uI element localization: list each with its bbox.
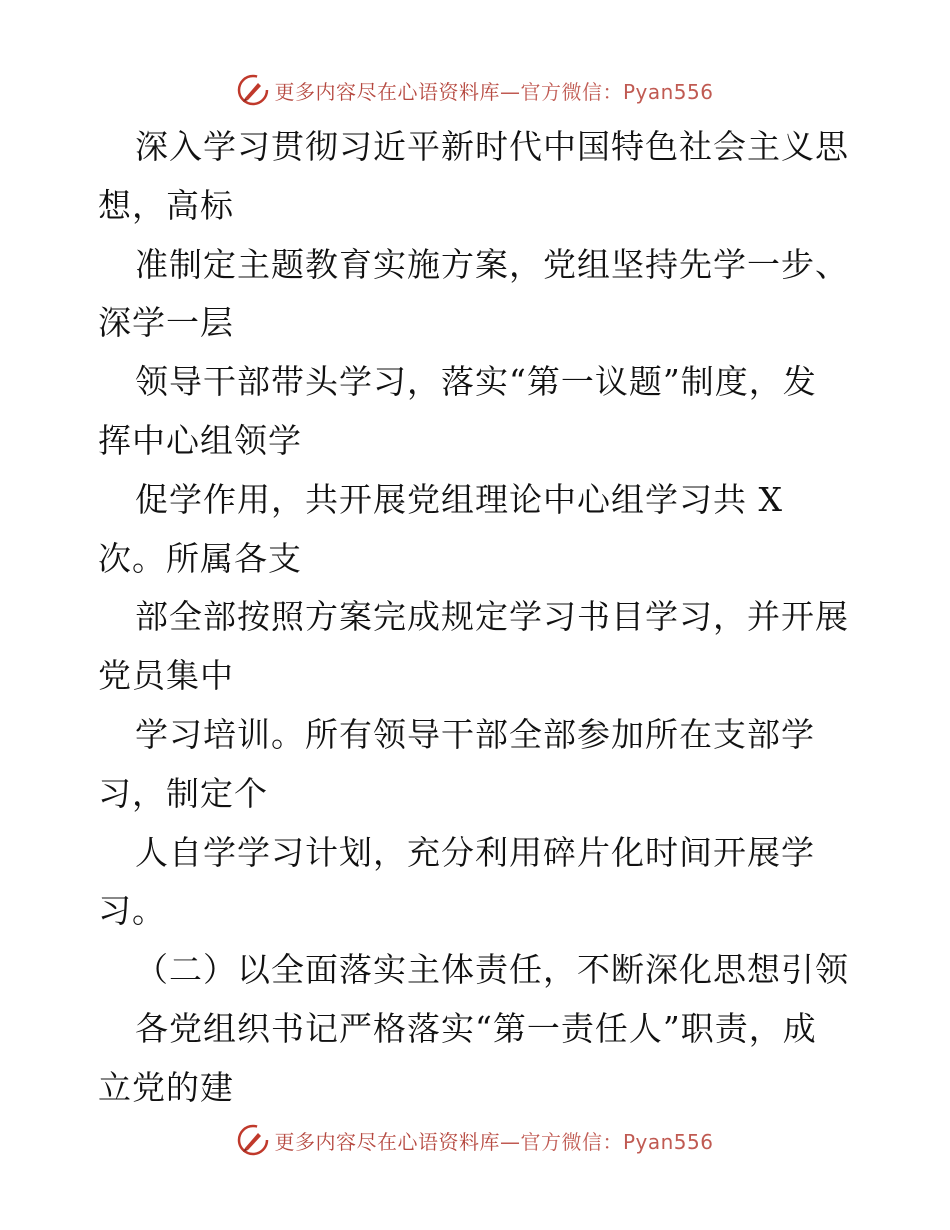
text-line: 习。	[98, 891, 166, 931]
text-line: 次。所属各支	[98, 538, 302, 578]
text-line: 想，高标	[98, 185, 234, 225]
text-line: 深学一层	[98, 303, 234, 343]
document-body	[98, 118, 858, 1118]
text-line: 促学作用，共开展党组理论中心组学习共 X	[135, 479, 783, 519]
text-line: 准制定主题教育实施方案，党组坚持先学一步、	[135, 244, 849, 284]
pen-logo-icon	[236, 1123, 270, 1157]
text-line: 各党组织书记严格落实“第一责任人”职责，成	[135, 1008, 817, 1048]
text-line: 习，制定个	[98, 773, 268, 813]
watermark-text: 更多内容尽在心语资料库—官方微信：Pyan556	[274, 79, 714, 104]
header-watermark	[0, 70, 950, 110]
text-line: 人自学学习计划，充分利用碎片化时间开展学	[135, 832, 815, 872]
text-line: 挥中心组领学	[98, 420, 302, 460]
text-line: 党员集中	[98, 656, 234, 696]
text-line: 领导干部带头学习，落实“第一议题”制度，发	[135, 362, 817, 402]
text-line: 深入学习贯彻习近平新时代中国特色社会主义思	[135, 127, 849, 166]
watermark-text: 更多内容尽在心语资料库—官方微信：Pyan556	[274, 1129, 714, 1154]
text-line: 立党的建	[98, 1067, 234, 1107]
text-line: （二）以全面落实主体责任，不断深化思想引领	[135, 950, 849, 990]
text-line: 部全部按照方案完成规定学习书目学习，并开展	[135, 597, 849, 637]
text-line: 学习培训。所有领导干部全部参加所在支部学	[135, 714, 815, 754]
footer-watermark	[0, 1120, 950, 1160]
pen-logo-icon	[236, 73, 270, 107]
